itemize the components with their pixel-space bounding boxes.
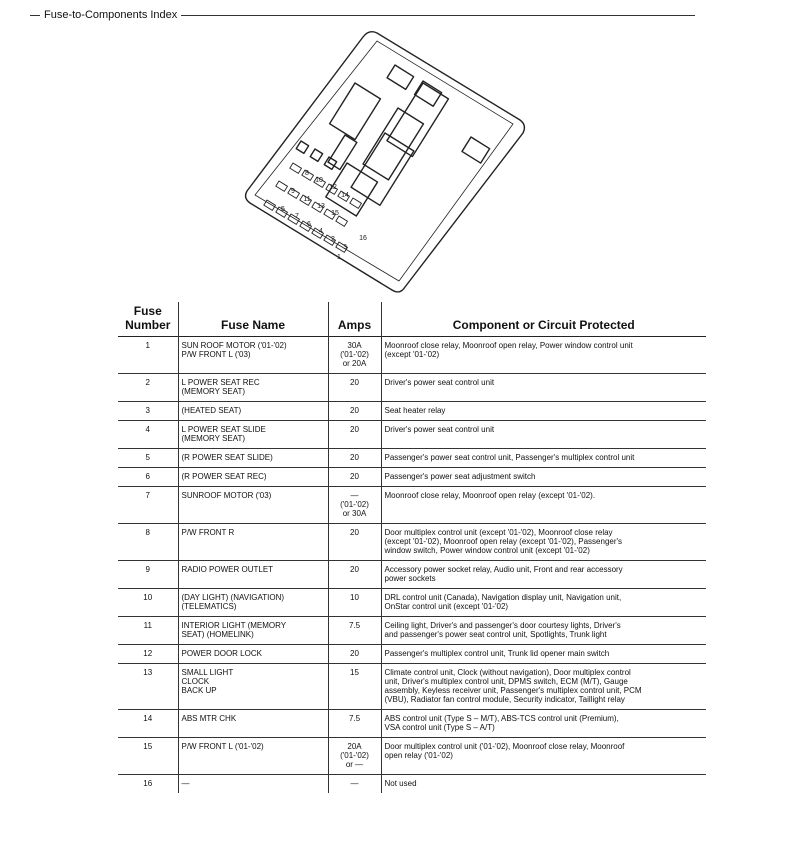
- fuse-number: 12: [143, 649, 153, 658]
- table-row: [118, 561, 706, 589]
- fuse-component: Door multiplex control unit (except '01-'02), Moonroof close relay (except '01-'02), Moonroof open relay (except '01-'02), Passenger's window switch, Power window control unit (except '01-'02): [381, 524, 706, 561]
- header-component: Component or Circuit Protected: [381, 302, 706, 337]
- fuse-label: 4: [319, 228, 323, 235]
- table-header-row: [118, 302, 706, 337]
- fuse-label: 8: [305, 170, 309, 177]
- relay-block: [296, 141, 308, 153]
- fuse-number: 4: [145, 425, 150, 434]
- fuse-name: P/W FRONT R: [178, 524, 328, 561]
- fuse-amps: 15: [328, 664, 381, 710]
- table-row: [118, 617, 706, 645]
- fuse-component: Climate control unit, Clock (without navigation), Door multiplex control unit, Driver's multiplex control unit, DPMS switch, ECM (M/T), Gauge assembly, Keyless receiver unit, Passenger's multiplex control unit, PCM (VBU), Radiator fan control module, Security indicator, Taillight relay: [381, 664, 706, 710]
- relay-block: [351, 133, 414, 205]
- fuse-number: 2: [145, 378, 150, 387]
- fuse-amps: 20: [328, 402, 381, 421]
- fuse-component: Passenger's power seat control unit, Passenger's multiplex control unit: [381, 449, 706, 468]
- fuse-component: DRL control unit (Canada), Navigation display unit, Navigation unit, OnStar control unit (except '01-'02): [381, 589, 706, 617]
- fuse-label: 13: [317, 203, 325, 210]
- fuse-slot: [264, 200, 276, 210]
- table-row: [118, 664, 706, 710]
- section-title: Fuse-to-Components Index: [40, 8, 181, 22]
- fuse-label: 10: [315, 177, 323, 184]
- fuse-amps: 7.5: [328, 617, 381, 645]
- fuse-name: SUNROOF MOTOR ('03): [178, 487, 328, 524]
- fuse-component: Driver's power seat control unit: [381, 421, 706, 449]
- fuse-label: 6: [307, 221, 311, 228]
- table-row: [118, 337, 706, 374]
- fuse-amps: 10: [328, 589, 381, 617]
- fuse-number: 9: [145, 565, 150, 574]
- fuse-slot: [290, 163, 302, 173]
- table-row: [118, 421, 706, 449]
- relay-block: [387, 65, 414, 89]
- fuse-component: Driver's power seat control unit: [381, 374, 706, 402]
- table-row: [118, 738, 706, 775]
- table-row: [118, 589, 706, 617]
- fuse-name: L POWER SEAT SLIDE (MEMORY SEAT): [178, 421, 328, 449]
- fuse-number: 13: [143, 668, 153, 677]
- fuse-amps: 20: [328, 645, 381, 664]
- relay-block: [462, 137, 490, 163]
- fuse-amps: —: [328, 775, 381, 794]
- table-row: [118, 487, 706, 524]
- fuse-amps: 7.5: [328, 710, 381, 738]
- fuse-name: (R POWER SEAT SLIDE): [178, 449, 328, 468]
- table-row: [118, 710, 706, 738]
- fuse-amps: 20: [328, 374, 381, 402]
- fuse-component: Moonroof close relay, Moonroof open relay, Power window control unit (except '01-'02): [381, 337, 706, 374]
- fuse-component: Ceiling light, Driver's and passenger's door courtesy lights, Driver's and passenger's power seat control unit, Spotlights, Trunk light: [381, 617, 706, 645]
- fuse-name: L POWER SEAT REC (MEMORY SEAT): [178, 374, 328, 402]
- fuse-name: ABS MTR CHK: [178, 710, 328, 738]
- fuse-name: (HEATED SEAT): [178, 402, 328, 421]
- fuse-component: ABS control unit (Type S – M/T), ABS-TCS control unit (Premium), VSA control unit (Type S – A/T): [381, 710, 706, 738]
- fuse-component: Moonroof close relay, Moonroof open relay (except '01-'02).: [381, 487, 706, 524]
- relay-block: [328, 135, 357, 170]
- fuse-name: (R POWER SEAT REC): [178, 468, 328, 487]
- fuse-amps: 30A ('01-'02) or 20A: [328, 337, 381, 374]
- fuse-number: 3: [145, 406, 150, 415]
- fuse-label: 9: [291, 188, 295, 195]
- fuse-name: —: [178, 775, 328, 794]
- fuse-number: 15: [143, 742, 153, 751]
- fuse-number: 5: [145, 453, 150, 462]
- fuse-slot: [350, 198, 362, 208]
- fuse-name: SUN ROOF MOTOR ('01-'02) P/W FRONT L ('03): [178, 337, 328, 374]
- fuse-number: 6: [145, 472, 150, 481]
- header-fuse-name: Fuse Name: [178, 302, 328, 337]
- fuse-box-diagram: [235, 25, 535, 295]
- fuse-label: 7: [295, 213, 299, 220]
- fuse-amps: 20A ('01-'02) or —: [328, 738, 381, 775]
- fuse-label: 5: [281, 206, 285, 213]
- fuse-amps: 20: [328, 421, 381, 449]
- fuse-number: 1: [145, 341, 150, 350]
- fuse-label: 11: [303, 196, 311, 203]
- fuse-number: 16: [143, 779, 153, 788]
- fuse-label: 15: [331, 210, 339, 217]
- fuse-label: 3: [343, 244, 347, 251]
- fuse-component: Door multiplex control unit ('01-'02), Moonroof close relay, Moonroof open relay ('01-'02): [381, 738, 706, 775]
- fuse-index-table: [118, 302, 706, 793]
- fuse-amps: 20: [328, 449, 381, 468]
- table-row: [118, 402, 706, 421]
- fuse-amps: 20: [328, 524, 381, 561]
- header-amps: Amps: [328, 302, 381, 337]
- fuse-name: SMALL LIGHT CLOCK BACK UP: [178, 664, 328, 710]
- fuse-label: 12: [329, 184, 337, 191]
- table-row: [118, 645, 706, 664]
- relay-block: [415, 81, 442, 106]
- fuse-label: 1: [337, 254, 341, 261]
- fuse-name: RADIO POWER OUTLET: [178, 561, 328, 589]
- fuse-name: P/W FRONT L ('01-'02): [178, 738, 328, 775]
- fuse-label: 16: [359, 235, 367, 242]
- fuse-amps: 20: [328, 561, 381, 589]
- fuse-component: Passenger's multiplex control unit, Trunk lid opener main switch: [381, 645, 706, 664]
- fuse-slot: [276, 181, 288, 191]
- relay-block: [310, 149, 322, 161]
- fuse-box-inner-outline: [255, 41, 513, 281]
- table-row: [118, 374, 706, 402]
- table-row: [118, 524, 706, 561]
- fuse-number: 14: [143, 714, 153, 723]
- fuse-component: Not used: [381, 775, 706, 794]
- table-row: [118, 449, 706, 468]
- fuse-amps: — ('01-'02) or 30A: [328, 487, 381, 524]
- fuse-number: 7: [145, 491, 150, 500]
- fuse-slot: [336, 216, 348, 226]
- fuse-label: 14: [341, 192, 349, 199]
- fuse-number: 8: [145, 528, 150, 537]
- fuse-number: 11: [143, 621, 152, 630]
- fuse-amps: 20: [328, 468, 381, 487]
- table-row: [118, 775, 706, 794]
- fuse-label: 2: [331, 236, 335, 243]
- table-row: [118, 468, 706, 487]
- fuse-component: Passenger's power seat adjustment switch: [381, 468, 706, 487]
- fuse-name: POWER DOOR LOCK: [178, 645, 328, 664]
- header-fuse-number: Fuse Number: [125, 304, 171, 332]
- fuse-name: (DAY LIGHT) (NAVIGATION) (TELEMATICS): [178, 589, 328, 617]
- fuse-number: 10: [143, 593, 153, 602]
- fuse-name: INTERIOR LIGHT (MEMORY SEAT) (HOMELINK): [178, 617, 328, 645]
- fuse-box-outline: [246, 32, 525, 292]
- fuse-component: Accessory power socket relay, Audio unit, Front and rear accessory power sockets: [381, 561, 706, 589]
- fuse-component: Seat heater relay: [381, 402, 706, 421]
